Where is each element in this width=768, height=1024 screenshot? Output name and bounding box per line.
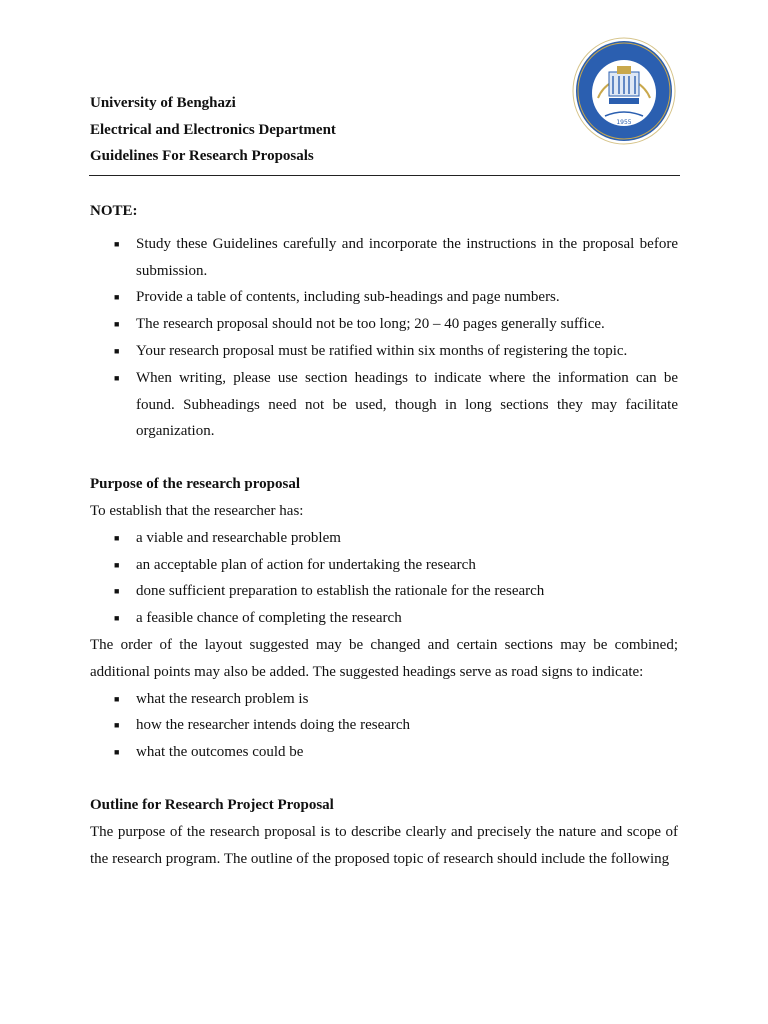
list-item: ■ an acceptable plan of action for undertaking the research xyxy=(90,552,678,579)
road-sign-list xyxy=(90,686,678,766)
outline-paragraph: The purpose of the research proposal is to describe clearly and precisely the nature and scope of the research program. The outline of the proposed topic of research should include the following xyxy=(90,823,678,867)
list-item: ■ done sufficient preparation to establish the rationale for the research xyxy=(90,578,678,605)
bullet-icon: ■ xyxy=(114,372,120,383)
bullet-icon: ■ xyxy=(114,559,120,570)
list-item: ■ Study these Guidelines carefully and incorporate the instructions in the proposal before submission. xyxy=(90,231,678,285)
department-name: Electrical and Electronics Department xyxy=(90,121,336,138)
note-heading: NOTE: xyxy=(90,203,138,219)
layout-paragraph: The order of the layout suggested may be changed and certain sections may be combined; additional points may also be added. The suggested headings serve as road signs to indicate: xyxy=(90,636,678,680)
purpose-intro: To establish that the researcher has: xyxy=(90,502,304,519)
list-item: ■ Provide a table of contents, including sub-headings and page numbers. xyxy=(90,284,678,311)
university-seal-icon xyxy=(571,36,677,146)
bullet-icon: ■ xyxy=(114,613,120,624)
document-header xyxy=(90,90,590,170)
bullet-icon: ■ xyxy=(114,747,120,758)
bullet-icon: ■ xyxy=(114,319,120,330)
list-item: ■ When writing, please use section headings to indicate where the information can be found. Subheadings need not be used, though in long sections they may facilitate organization. xyxy=(90,365,678,445)
list-item: ■ what the research problem is xyxy=(90,686,678,713)
bullet-icon: ■ xyxy=(114,693,120,704)
list-item: ■ The research proposal should not be too long; 20 – 40 pages generally suffice. xyxy=(90,311,678,338)
purpose-heading: Purpose of the research proposal xyxy=(90,476,300,493)
university-name: University of Benghazi xyxy=(90,95,236,111)
bullet-icon: ■ xyxy=(114,292,120,303)
document-title: Guidelines For Research Proposals xyxy=(90,148,314,164)
document-body xyxy=(90,198,678,872)
list-item: ■ how the researcher intends doing the research xyxy=(90,712,678,739)
header-divider xyxy=(89,175,680,176)
outline-heading: Outline for Research Project Proposal xyxy=(90,796,334,813)
list-item: ■ Your research proposal must be ratified within six months of registering the topic. xyxy=(90,338,678,365)
list-item: ■ a viable and researchable problem xyxy=(90,525,678,552)
bullet-icon: ■ xyxy=(114,345,120,356)
bullet-icon: ■ xyxy=(114,532,120,543)
note-list xyxy=(90,231,678,445)
bullet-icon: ■ xyxy=(114,720,120,731)
purpose-list xyxy=(90,525,678,632)
bullet-icon: ■ xyxy=(114,238,120,249)
list-item: ■ what the outcomes could be xyxy=(90,739,678,766)
seal-year: 1955 xyxy=(616,119,632,126)
list-item: ■ a feasible chance of completing the research xyxy=(90,605,678,632)
bullet-icon: ■ xyxy=(114,586,120,597)
